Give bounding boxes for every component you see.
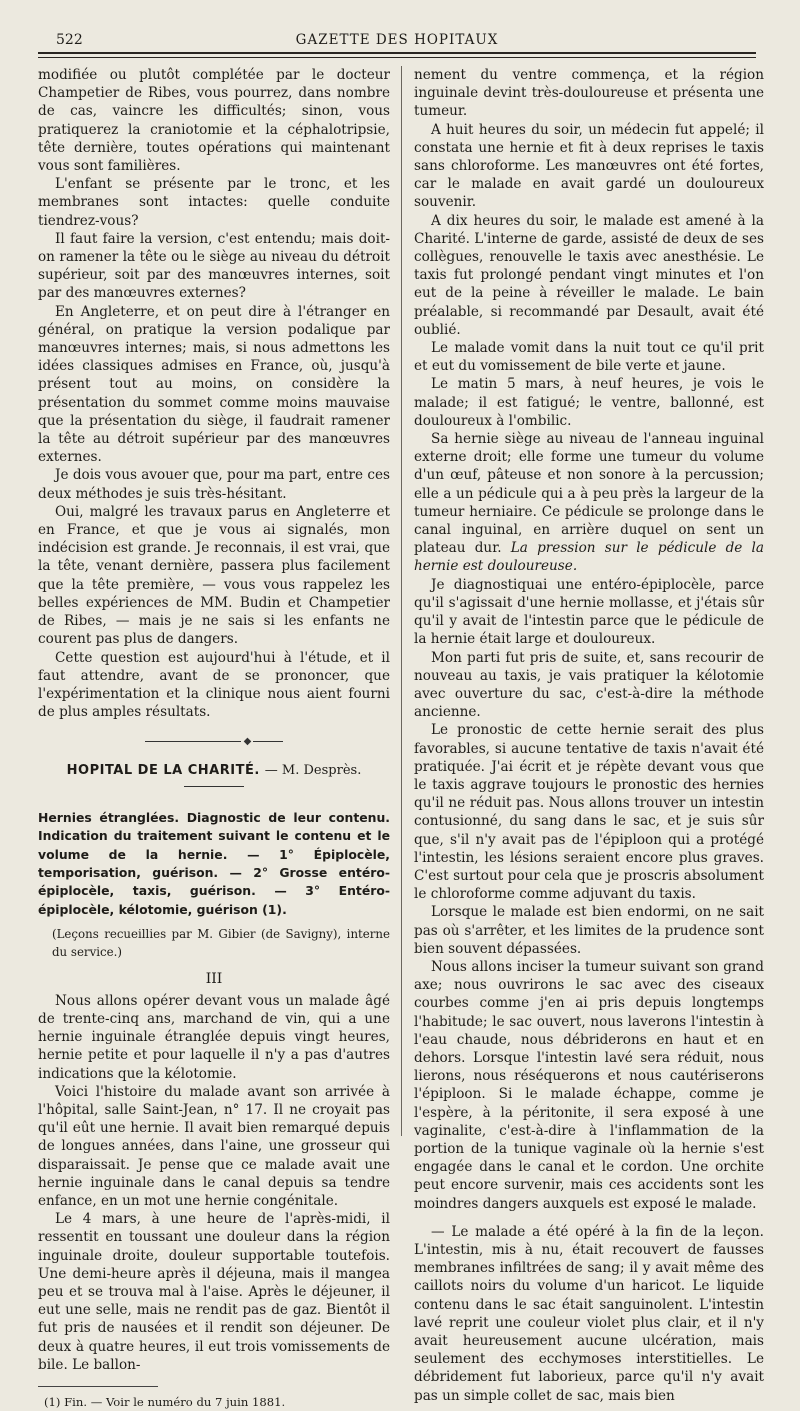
paragraph: modifiée ou plutôt complétée par le docteur Champetier de Ribes, vous pourrez, dans nombre de cas, vaincre les difficultés; sinon, vous pratiquerez la craniotomie et la céphalotripsie, tête dernière, toutes opérations qui maintenant vous sont familières.: [38, 67, 390, 175]
paragraph: Le malade vomit dans la nuit tout ce qu'il prit et eut du vomissement de bile verte et jaune.: [414, 340, 764, 375]
heading-rule: [184, 786, 244, 787]
footnote: (1) Fin. — Voir le numéro du 7 juin 1881.: [44, 1395, 286, 1410]
left-column: [38, 66, 390, 1411]
paragraph: Oui, malgré les travaux parus en Angleterre et en France, et que je vous ai signalés, mon indécision est grande. Je reconnais, il est vrai, que la tête, venant dernière, passera plus facilement que la tête première, — vous vous rappelez les belles expériences de MM. Budin et Champetier de Ribes, — mais je ne sais si les enfants ne courent pas plus de dangers.: [38, 503, 390, 648]
header-rule: [38, 52, 756, 54]
paragraph: Cette question est aujourd'hui à l'étude, et il faut attendre, avant de se prononcer, que l'expérimentation et la clinique nous aient fourni de plus amples résultats.: [38, 649, 390, 721]
paragraph: Le matin 5 mars, à neuf heures, je vois le malade; il est fatigué; le ventre, ballonné, est douloureux à l'ombilic.: [414, 376, 764, 429]
paragraph: Le pronostic de cette hernie serait des plus favorables, si aucune tentative de taxis n'avait été pratiquée. J'ai écrit et je répète devant vous que le taxis aggrave toujours le pronostic des hernies qu'il ne réduit pas. Nous allons trouver un intestin contusionné, du sang dans le sac, et je suis sûr que, s'il n'y avait pas de l'épiploon qui a protégé l'intestin, les lésions seraient encore plus graves. C'est surtout pour cela que je proscris absolument le chloroforme comme adjuvant du taxis.: [414, 722, 764, 903]
paragraph: nement du ventre commença, et la région inguinale devint très-douloureuse et présenta une tumeur.: [414, 67, 764, 120]
paragraph: Je dois vous avouer que, pour ma part, entre ces deux méthodes je suis très-hésitant.: [38, 467, 390, 502]
journal-title: GAZETTE DES HOPITAUX: [295, 32, 499, 48]
paragraph-text: Sa hernie siège au niveau de l'anneau inguinal externe droit; elle forme une tumeur du volume d'un œuf, pâteuse et non sonore à la percussion; elle a un pédicule qui a à peu près la largeur de la tumeur herniaire. Ce pédicule se prolonge dans le canal inguinal, en arrière duquel on sent un plateau dur.: [414, 431, 764, 557]
paragraph: [414, 430, 764, 576]
part-number: III: [205, 970, 223, 987]
page-header: [38, 28, 756, 52]
section-heading: [38, 762, 390, 780]
paragraph: A dix heures du soir, le malade est amené à la Charité. L'interne de garde, assisté de deux de ses collègues, renouvelle le taxis avec anesthésie. Le taxis fut prolongé pendant vingt minutes et l'on eut de la peine à réveiller le malade. Le bain préalable, si recommandé par Desault, avait été oublié.: [414, 212, 764, 338]
paragraph: — Le malade a été opéré à la fin de la leçon. L'intestin, mis à nu, était recouvert de fausses membranes infiltrées de sang; il y avait même des caillots noirs du volume d'un haricot. Le liquide contenu dans le sac était sanguinolent. L'intestin lavé reprit une couleur violet plus clair, et il n'y avait heureusement aucune ulcération, mais seulement des ecchymoses interstitielles. Le débridement fut laborieux, parce qu'il n'y avait pas un simple collet de sac, mais bien: [414, 1223, 764, 1404]
paragraph: En Angleterre, et on peut dire à l'étranger en général, on pratique la version podalique par manœuvres internes; mais, si nous admettons les idées classiques admises en France, où, jusqu'à présent tout au moins, on considère la présentation du sommet comme moins mauvaise que la présentation du siège, il faudrait ramener la tête au détroit supérieur par des manœuvres externes.: [38, 303, 390, 466]
paragraph: L'enfant se présente par le tronc, et les membranes sont intactes: quelle conduite tiendrez-vous?: [38, 176, 390, 229]
paragraph: Lorsque le malade est bien endormi, on ne sait pas où s'arrêter, et les limites de la prudence sont bien souvent dépassées.: [414, 904, 764, 957]
section-separator: ◆: [38, 733, 390, 751]
paragraph: Le 4 mars, à une heure de l'après-midi, il ressentit en toussant une douleur dans la région inguinale droite, douleur supportable toutefois. Une demi-heure après il déjeuna, mais il mangea peu et se trouva mal à l'aise. Après le déjeuner, il eut une selle, mais ne rendit pas de gaz. Bientôt il fut pris de nausées et il rendit son déjeuner. De deux à quatre heures, il eut trois vomissements de bile. Le ballon-: [38, 1211, 390, 1373]
paragraph: Nous allons inciser la tumeur suivant son grand axe; nous ouvrirons le sac avec des ciseaux courbes comme j'en ai pris depuis longtemps l'habitude; le sac ouvert, nous laverons l'intestin à l'eau chaude, nous débriderons en haut et en dehors. Lorsque l'intestin lavé sera réduit, nous lierons, nous réséquerons et nous cautériserons l'épiploon. Si le malade échappe, comme je l'espère, à la péritonite, il sera exposé à une vaginalite, c'est-à-dire à l'inflammation de la portion de la tunique vaginale où la hernie s'est engagée dans le canal et le cordon. Une orchite peut encore survenir, mais ces accidents sont les moindres dangers auxquels est exposé le malade.: [414, 958, 764, 1212]
paragraph: Je diagnostiquai une entéro-épiplocèle, parce qu'il s'agissait d'une hernie mollasse, et j'étais sûr qu'il y avait de l'intestin parce que le pédicule de la hernie était large et douloureux.: [414, 576, 764, 648]
paragraph: A huit heures du soir, un médecin fut appelé; il constata une hernie et fit à deux reprises le taxis sans chloroforme. Les manœuvres ont été fortes, car le malade en avait gardé un douloureux souvenir.: [414, 121, 764, 211]
footnote-rule: [38, 1386, 158, 1387]
paragraph: Mon parti fut pris de suite, et, sans recourir de nouveau au taxis, je vais pratiquer la kélotomie avec ouverture du sac, c'est-à-dire la méthode ancienne.: [414, 649, 764, 721]
lesson-note: (Leçons recueillies par M. Gibier (de Savigny), interne du service.): [52, 927, 390, 960]
hospital-title: HOPITAL DE LA CHARITÉ.: [66, 762, 260, 778]
right-column: [414, 66, 764, 1405]
header-rule-thin: [38, 57, 756, 58]
lesson-title: Hernies étranglées. Diagnostic de leur contenu. Indication du traitement suivant le contenu et le volume de la hernie. — 1° Épiplocèle, temporisation, guérison. — 2° Grosse entéro-épiplocèle, taxis, guérison. — 3° Entéro-épiplocèle, kélotomie, guérison (1).: [38, 809, 390, 917]
section-author: — M. Desprès.: [264, 762, 362, 778]
paragraph: Nous allons opérer devant vous un malade âgé de trente-cinq ans, marchand de vin, qui a une hernie inguinale étranglée depuis vingt heures, hernie petite et pour laquelle il n'y a pas d'autres indications que la kélotomie.: [38, 992, 390, 1082]
paragraph: Il faut faire la version, c'est entendu; mais doit-on ramener la tête ou le siège au niveau du détroit supérieur, soit par des manœuvres internes, soit par des manœuvres externes?: [38, 230, 390, 302]
italic-text: La pression sur le pédicule de la hernie est douloureuse.: [414, 540, 764, 575]
page-number: 522: [56, 32, 83, 48]
column-divider: [401, 66, 402, 1136]
paragraph: Voici l'histoire du malade avant son arrivée à l'hôpital, salle Saint-Jean, n° 17. Il ne croyait pas qu'il eût une hernie. Il avait bien remarqué depuis de longues années, dans l'aine, une grosseur qui disparaissait. Je pense que ce malade avait une hernie inguinale dans le canal depuis sa tendre enfance, en un mot une hernie congénitale.: [38, 1083, 390, 1209]
spacer: [414, 1213, 764, 1223]
